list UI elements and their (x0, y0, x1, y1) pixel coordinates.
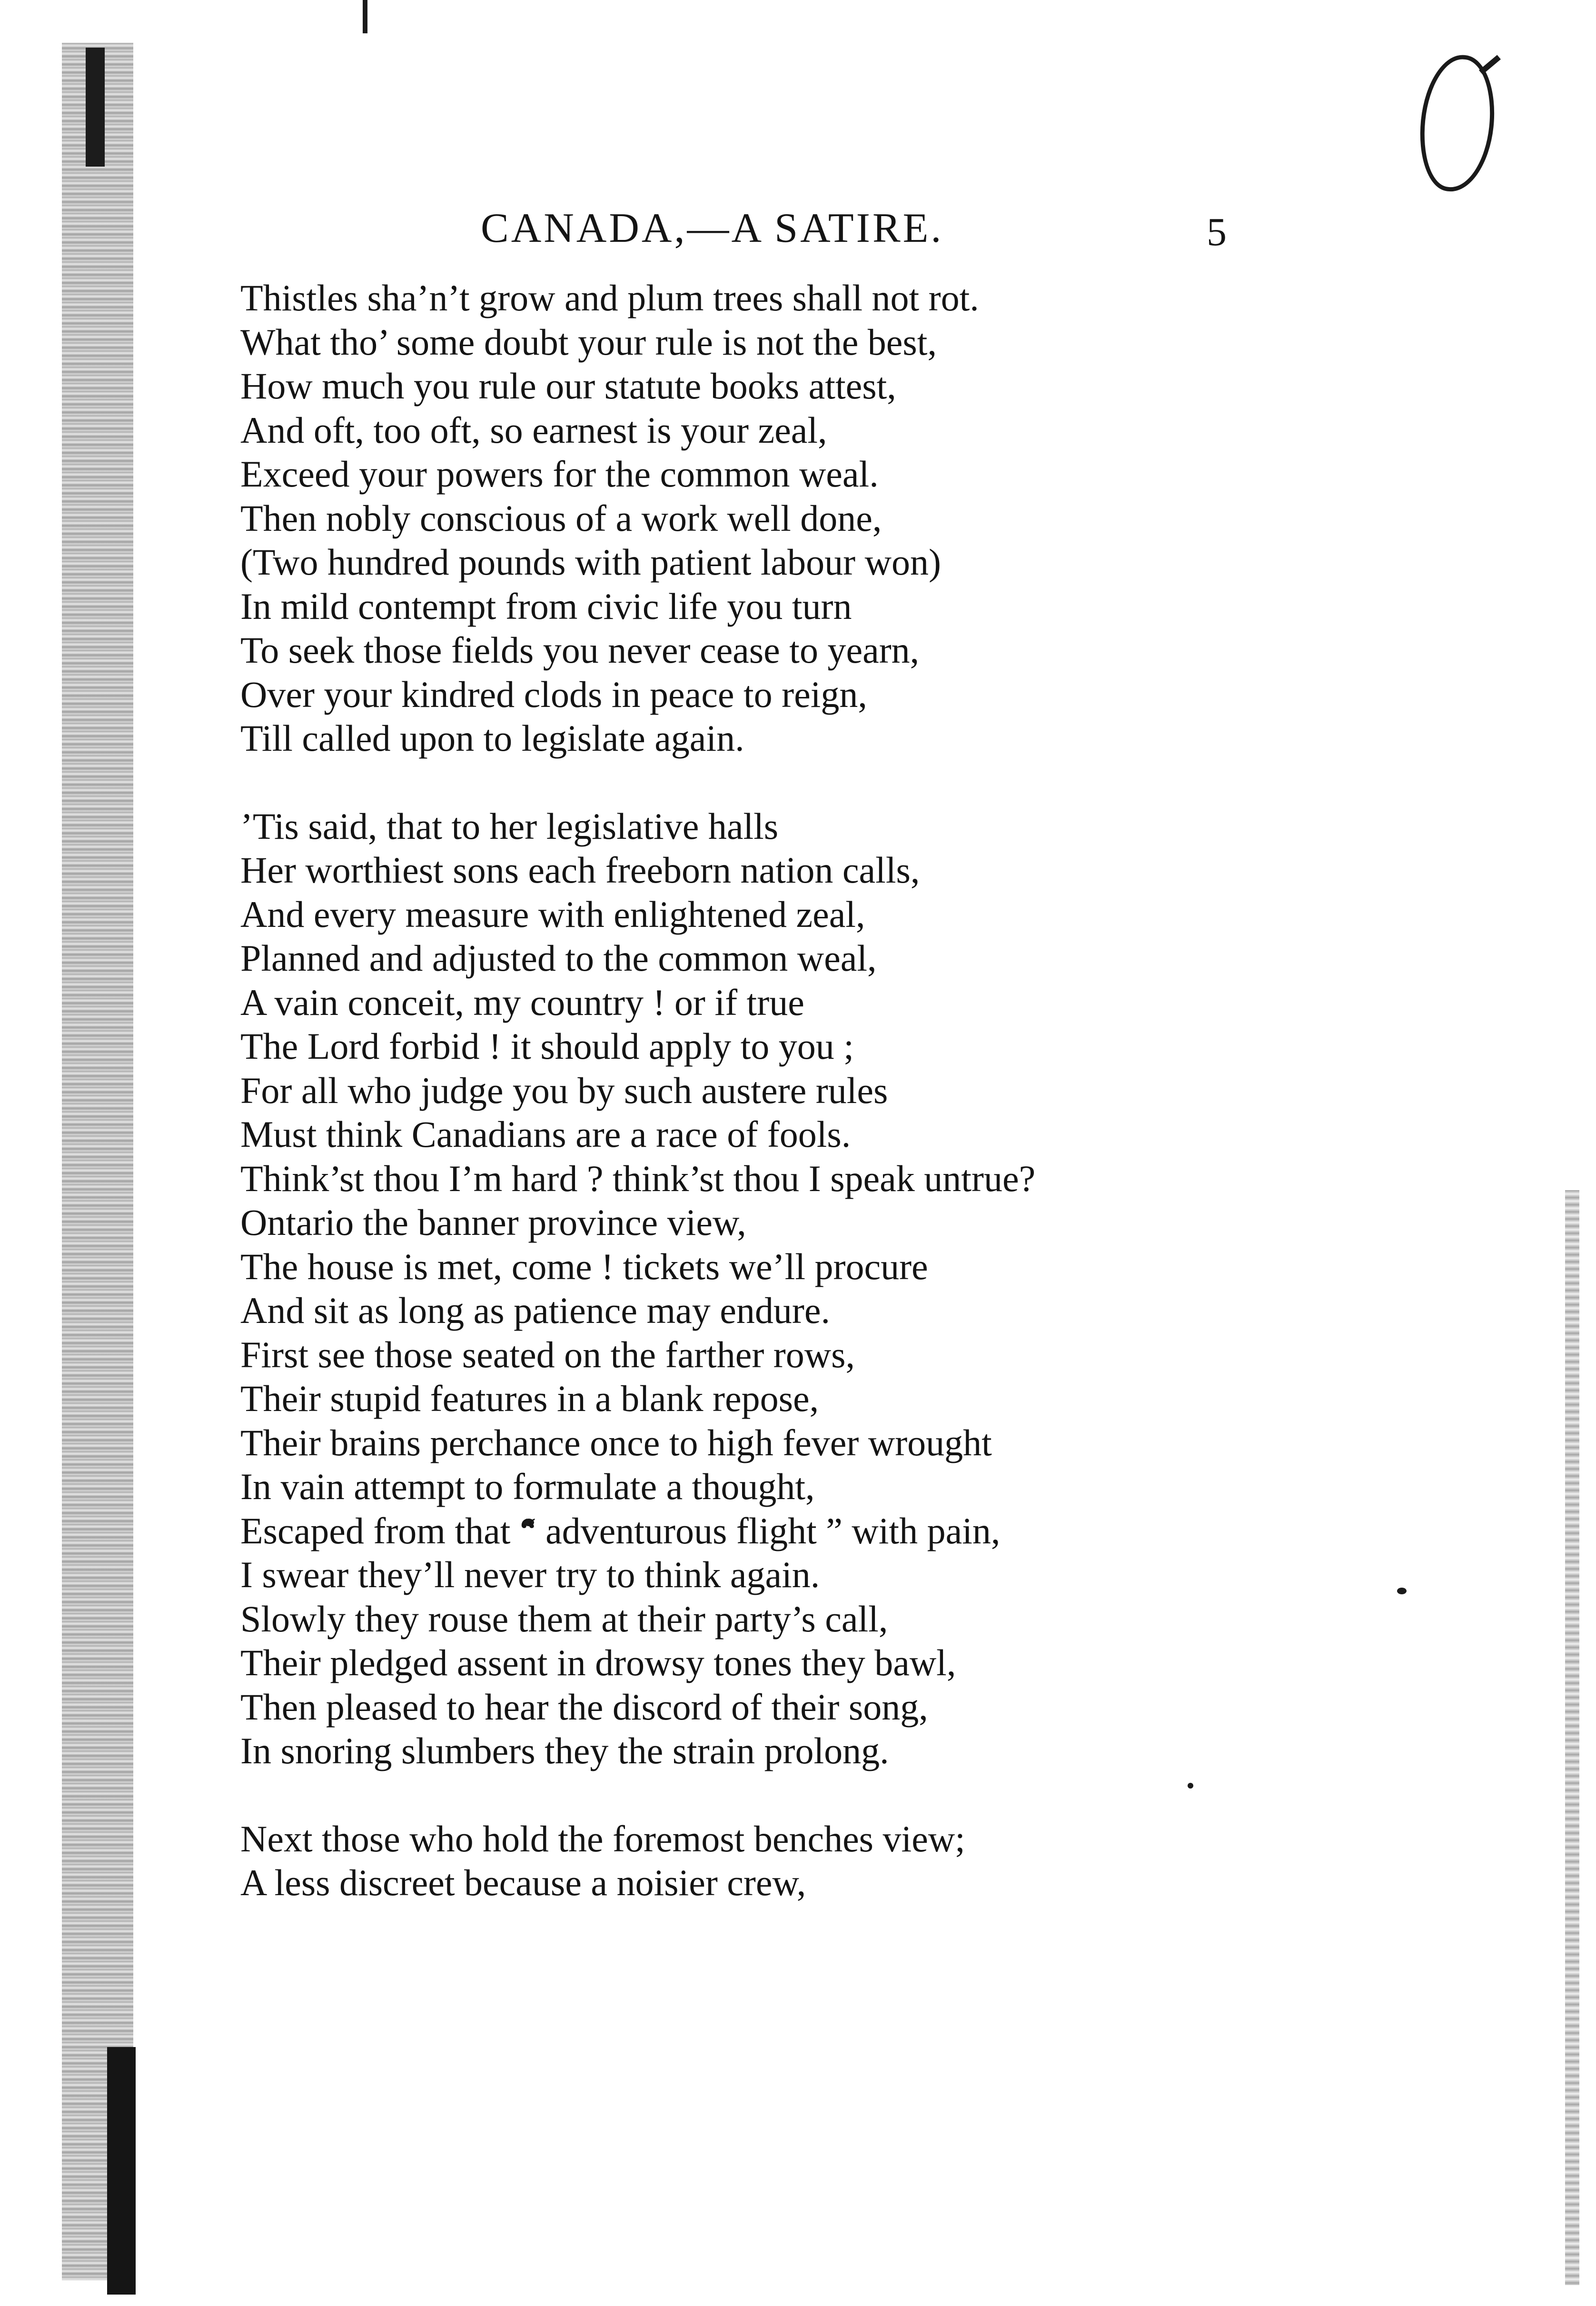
binding-gutter-mark (86, 48, 105, 167)
verse-line: Their brains perchance once to high fever wrought (240, 1421, 992, 1463)
verse-line: Exceed your powers for the common weal. (240, 453, 879, 495)
verse-line: In mild contempt from civic life you turn (240, 585, 852, 627)
verse-line: ’Tis said, that to her legislative halls (240, 805, 779, 847)
verse-line: What tho’ some doubt your rule is not the best, (240, 321, 937, 363)
verse-line: Planned and adjusted to the common weal, (240, 937, 877, 979)
verse-line: First see those seated on the farther rows, (240, 1333, 855, 1375)
handwritten-mark-stroke (1479, 55, 1501, 74)
page-number: 5 (1207, 210, 1227, 254)
stanza (240, 1817, 1430, 1905)
verse-line: In vain attempt to formulate a thought, (240, 1466, 815, 1507)
verse-line: Over your kindred clods in peace to reign, (240, 673, 867, 715)
verse-line: Ontario the banner province view, (240, 1202, 746, 1243)
stanza (240, 276, 1430, 761)
verse-line: Her worthiest sons each freeborn nation calls, (240, 849, 920, 891)
stanza (240, 805, 1430, 1773)
scan-mark (363, 0, 367, 33)
verse-line: In snoring slumbers they the strain prolong. (240, 1730, 889, 1771)
verse-line: Their stupid features in a blank repose, (240, 1378, 819, 1419)
verse-line: The house is met, come ! tickets we’ll procure (240, 1245, 928, 1287)
verse-line: For all who judge you by such austere rules (240, 1069, 888, 1111)
verse-line: A less discreet because a noisier crew, (240, 1862, 806, 1903)
verse-line: The Lord forbid ! it should apply to you ; (240, 1025, 854, 1067)
verse-line: A vain conceit, my country ! or if true (240, 981, 804, 1023)
verse-line: (Two hundred pounds with patient labour won) (240, 541, 941, 583)
verse-line: Then pleased to hear the discord of their song, (240, 1686, 928, 1728)
verse-line: Think’st thou I’m hard ? think’st thou I speak untrue? (240, 1157, 1036, 1199)
binding-gutter-edge (107, 2047, 136, 2295)
verse-line: Next those who hold the foremost benches view; (240, 1818, 965, 1859)
verse-line: Thistles sha’n’t grow and plum trees shall not rot. (240, 277, 979, 318)
running-head (0, 202, 1596, 255)
verse-line: I swear they’ll never try to think again. (240, 1554, 820, 1595)
verse-line: How much you rule our statute books attest, (240, 365, 896, 407)
verse-line: To seek those fields you never cease to yearn, (240, 629, 920, 671)
verse-line: Then nobly conscious of a work well done, (240, 497, 882, 539)
verse-line: Till called upon to legislate again. (240, 717, 744, 759)
handwritten-page-mark (1414, 51, 1500, 195)
verse-line: And every measure with enlightened zeal, (240, 893, 865, 935)
binding-gutter-shadow (62, 43, 133, 2280)
running-title: CANADA,—A SATIRE. (481, 205, 944, 251)
verse-line: And sit as long as patience may endure. (240, 1290, 830, 1331)
verse-line: Their pledged assent in drowsy tones they bawl, (240, 1642, 956, 1683)
verse-line: And oft, too oft, so earnest is your zeal, (240, 409, 827, 451)
page-right-edge (1565, 1190, 1579, 2285)
verse-line: Slowly they rouse them at their party’s call, (240, 1598, 888, 1640)
poem-body (240, 276, 1430, 1905)
verse-line: Escaped from that “ adventurous flight ” with pain, (240, 1510, 1001, 1551)
verse-line: Must think Canadians are a race of fools. (240, 1113, 851, 1155)
